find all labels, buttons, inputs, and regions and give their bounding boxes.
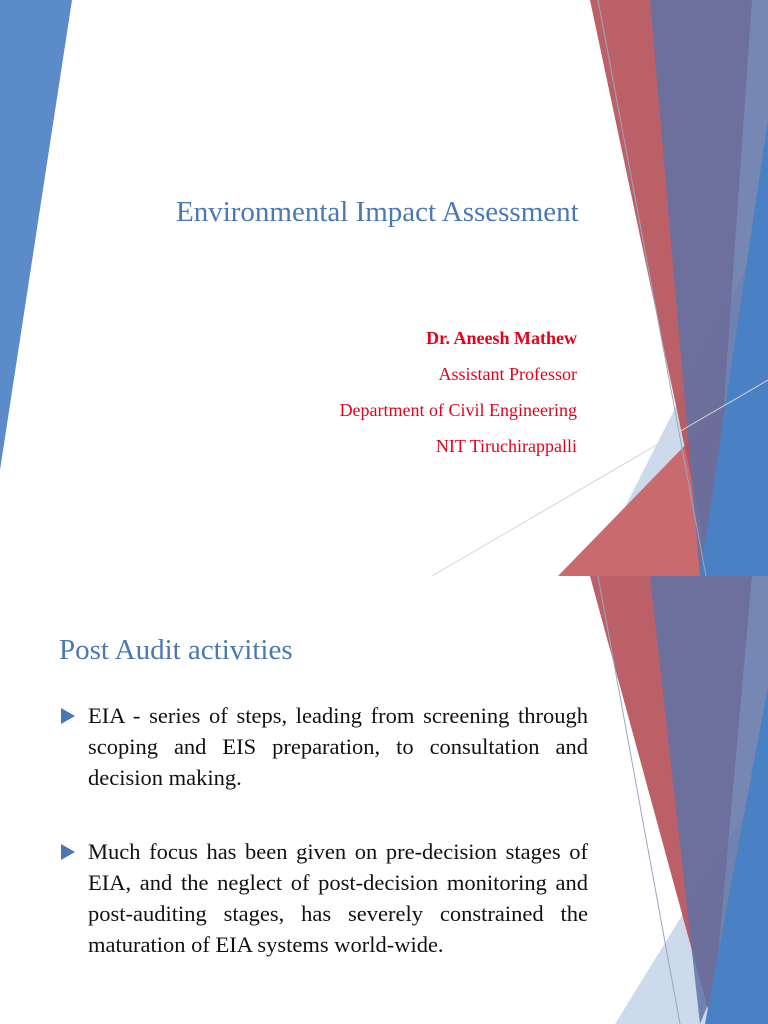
bullet-list [60, 700, 588, 1003]
author-position: Assistant Professor [438, 364, 577, 384]
triangle-bullet-icon [61, 844, 75, 860]
bullet-item [60, 836, 588, 960]
content-slide [0, 576, 768, 1024]
slide-title: Post Audit activities [59, 634, 293, 666]
author-name: Dr. Aneesh Mathew [426, 328, 577, 348]
bullet-text: EIA - series of steps, leading from screening through scoping and EIS preparation, to consultation and decision making. [88, 703, 588, 790]
bullet-item [60, 700, 588, 793]
author-institute: NIT Tiruchirappalli [435, 436, 577, 456]
left-blue-band [0, 0, 72, 470]
bullet-text: Much focus has been given on pre-decision stages of EIA, and the neglect of post-decision monitoring and post-auditing stages, has severely constrained the maturation of EIA systems world-wide. [88, 839, 588, 957]
slide-title: Environmental Impact Assessment [176, 196, 579, 228]
author-department: Department of Civil Engineering [339, 400, 577, 420]
triangle-bullet-icon [61, 708, 75, 724]
